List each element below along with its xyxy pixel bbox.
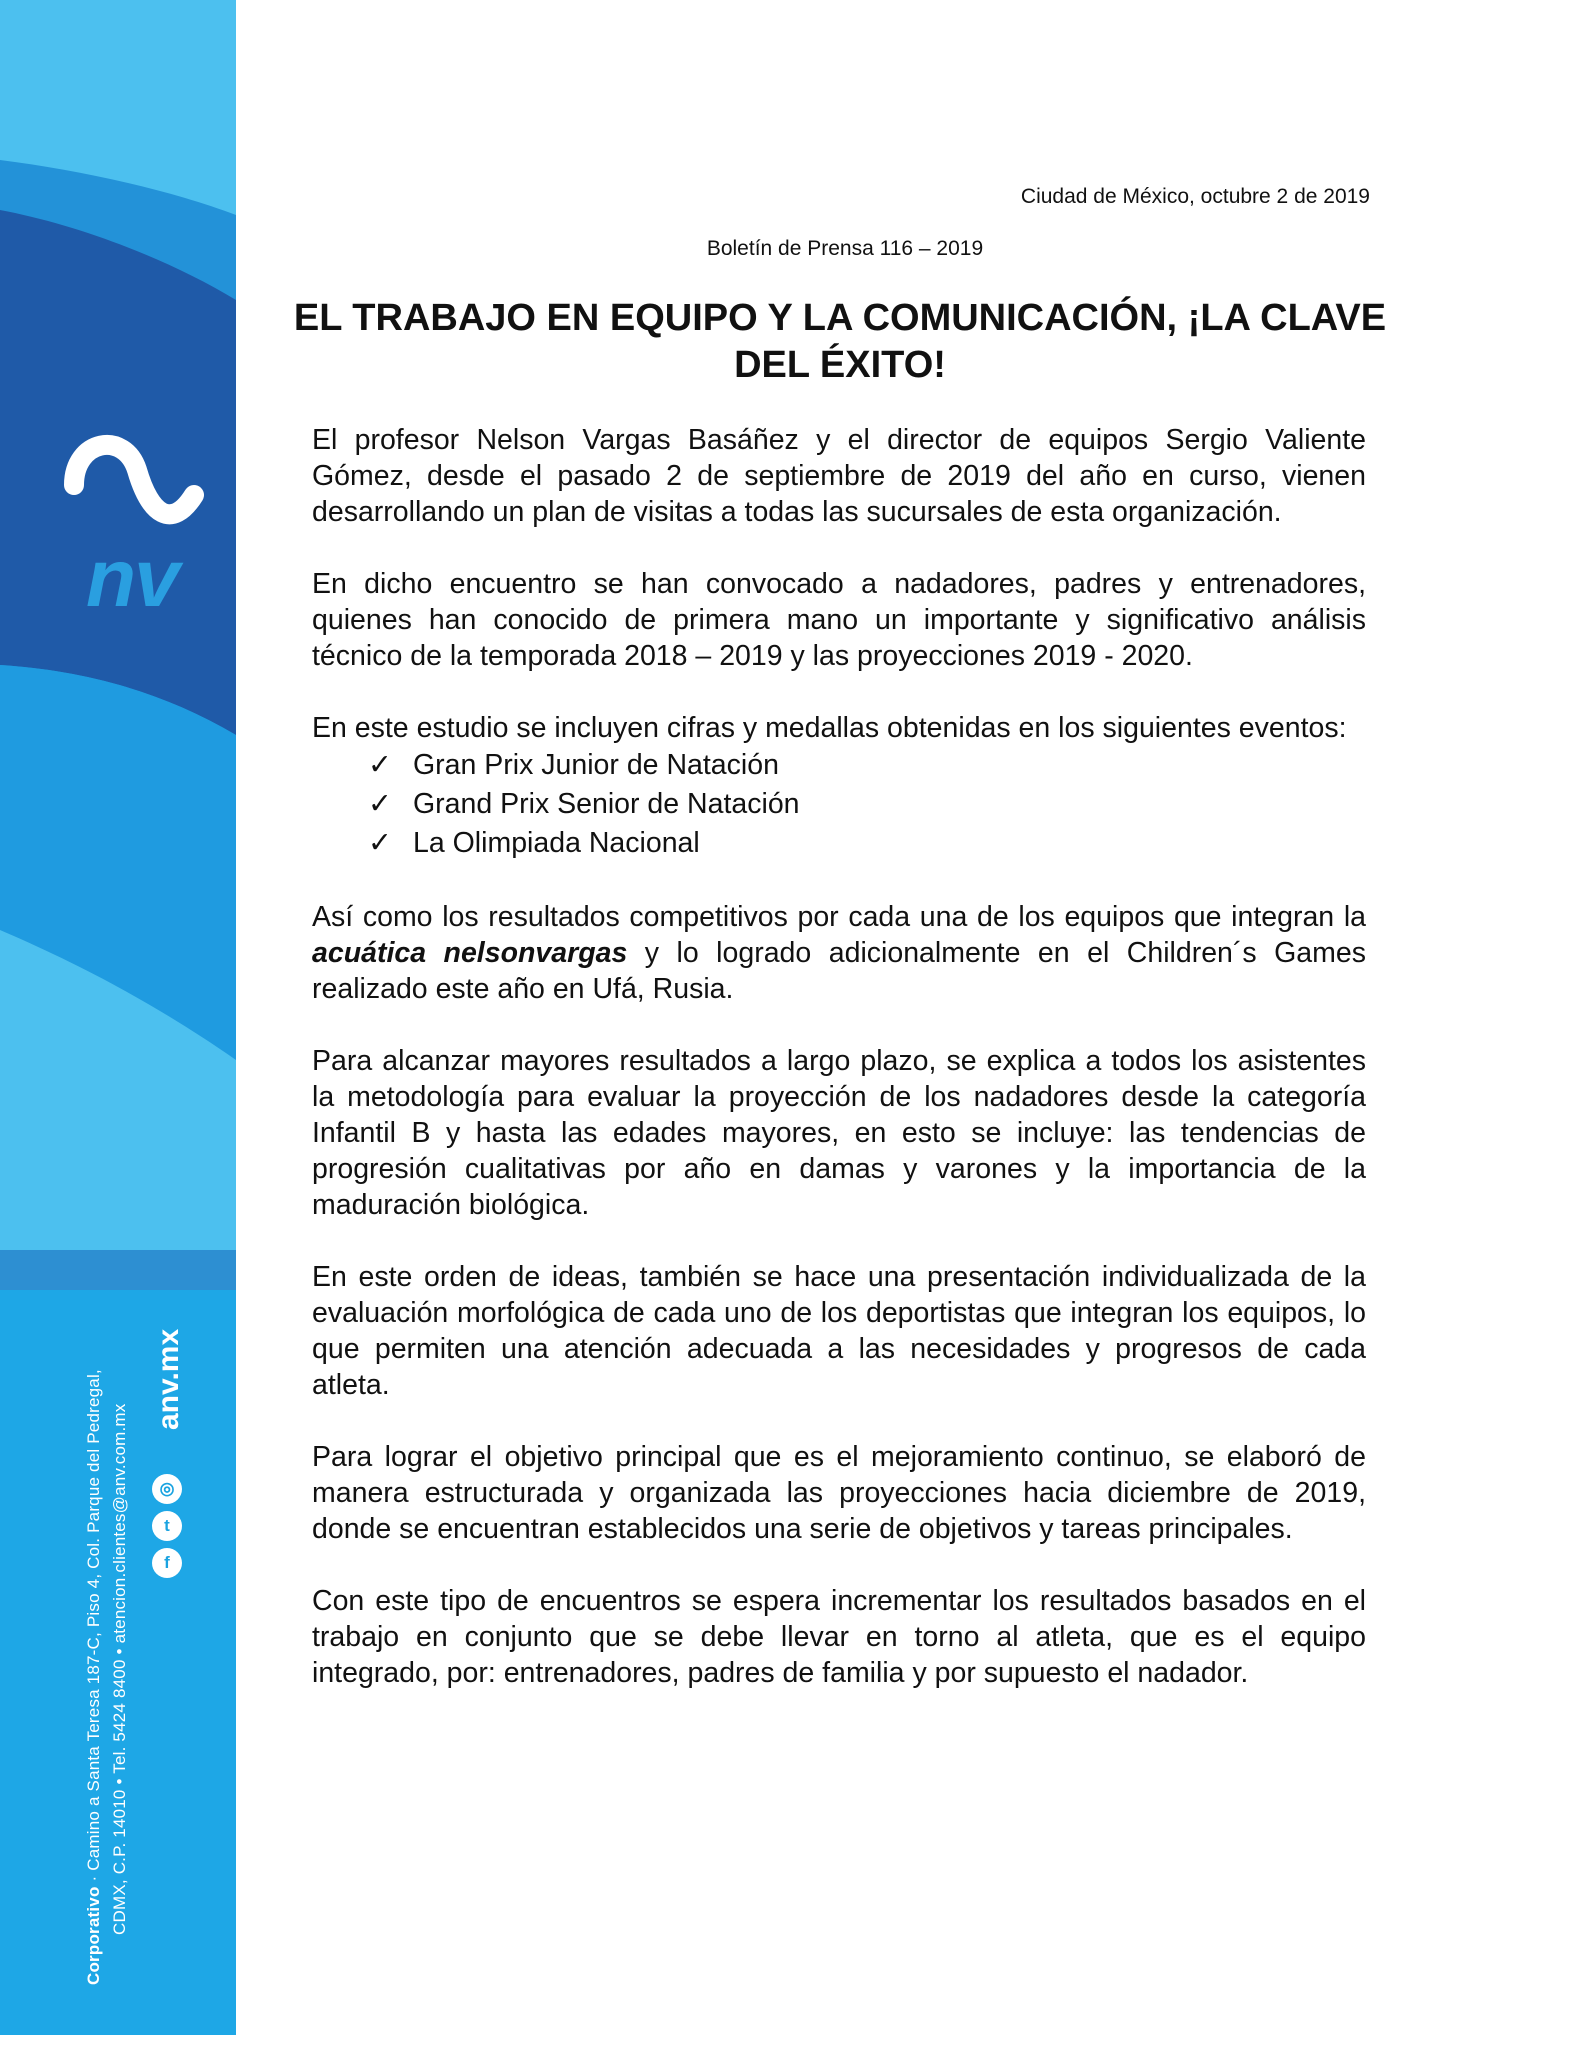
sidebar-wave-background <box>0 0 236 2035</box>
paragraph-evaluation: En este orden de ideas, también se hace una presentación individualizada de la evaluación morfológica de cada uno de los deportistas que integran los equipos, lo que permiten una atención adecuada a las necesidades y progresos de cada atleta. <box>312 1261 1366 1401</box>
release-date: Ciudad de México, octubre 2 de 2019 <box>1020 185 1370 208</box>
checkmark-icon: ✓ <box>368 788 392 820</box>
paragraph-meeting: En dicho encuentro se han convocado a nadadores, padres y entrenadores, quienes han conocido de primera mano un importante y significativo análisis técnico de la temporada 2018 – 2019 y las proyecciones 2019 - 2020. <box>312 568 1366 672</box>
results-text-b: y lo logrado adicionalmente en el Children´s Games realizado este año en Ufá, Rusia. <box>312 937 1366 1005</box>
paragraph-study: En este estudio se incluyen cifras y medallas obtenidas en los siguientes eventos: <box>312 712 1347 744</box>
article-body <box>312 422 1366 1727</box>
list-item <box>368 824 1366 863</box>
event-label: Gran Prix Junior de Natación <box>413 749 779 781</box>
list-item <box>368 785 1366 824</box>
bulletin-number: Boletín de Prensa 116 – 2019 <box>706 237 984 260</box>
paragraph-conclusion: Con este tipo de encuentros se espera incrementar los resultados basados en el trabajo en conjunto que se debe llevar en torno al atleta, que es el equipo integrado, por: entrenadores, padres de familia y por supuesto el nadador. <box>312 1585 1366 1689</box>
paragraph-intro: El profesor Nelson Vargas Basáñez y el director de equipos Sergio Valiente Gómez, desde el pasado 2 de septiembre de 2019 del año en curso, vienen desarrollando un plan de visitas a todas las sucursales de esta organización. <box>312 424 1366 528</box>
page-title: EL TRABAJO EN EQUIPO Y LA COMUNICACIÓN, ¡LA CLAVE DEL ÉXITO! <box>293 297 1387 386</box>
events-list <box>312 746 1366 863</box>
paragraph-methodology: Para alcanzar mayores resultados a largo plazo, se explica a todos los asistentes la metodología para evaluar la proyección de los nadadores desde la categoría Infantil B y hasta las edades mayores, en esto se incluye: las tendencias de progresión cualitativas por año en damas y varones y la importancia de la maduración biológica. <box>312 1045 1366 1221</box>
checkmark-icon: ✓ <box>368 749 392 781</box>
paragraph-results <box>312 899 1366 1007</box>
website-link[interactable]: anv.mx <box>152 1328 185 1430</box>
twitter-icon[interactable]: t <box>152 1511 182 1541</box>
checkmark-icon: ✓ <box>368 827 392 859</box>
corporate-address-line2: CDMX, C.P. 14010 • Tel. 5424 8400 • atencion.clientes@anv.com.mx <box>110 1403 129 1935</box>
address-text-line1: · Camino a Santa Teresa 187-C, Piso 4, Col. Parque del Pedregal, <box>84 1369 103 1887</box>
corporate-label: Corporativo <box>84 1886 103 1985</box>
brand-sidebar <box>0 0 236 2035</box>
facebook-icon[interactable]: f <box>152 1548 182 1578</box>
instagram-icon[interactable]: ◎ <box>152 1474 182 1504</box>
event-label: La Olimpiada Nacional <box>413 827 700 859</box>
results-text-a: Así como los resultados competitivos por cada una de los equipos que integran la <box>312 901 1366 933</box>
nv-logo-text: nv <box>86 533 178 624</box>
event-label: Grand Prix Senior de Natación <box>413 788 800 820</box>
list-item <box>368 746 1366 785</box>
brand-name: acuática nelsonvargas <box>312 937 628 969</box>
paragraph-objectives: Para lograr el objetivo principal que es el mejoramiento continuo, se elaboró de manera estructurada y organizada las proyecciones hacia diciembre de 2019, donde se encuentran establecidos una serie de objetivos y tareas principales. <box>312 1441 1366 1545</box>
